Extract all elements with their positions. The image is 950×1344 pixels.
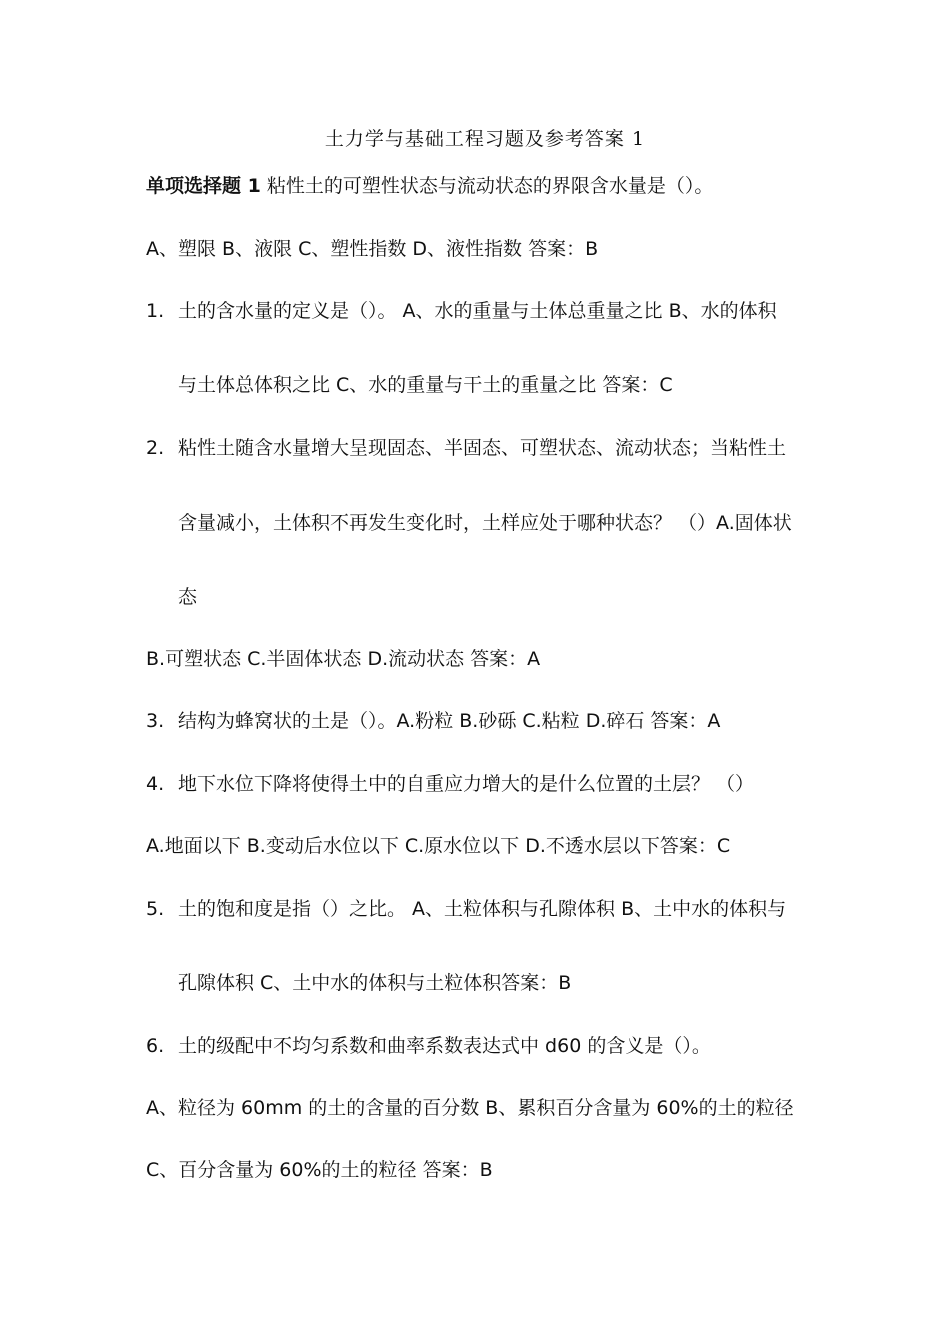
section-heading: 单项选择题 1 <box>146 175 261 197</box>
question-2-line-3: 态 <box>178 586 198 608</box>
question-5-number: 5. <box>146 898 165 920</box>
question-5-line-2: 孔隙体积 C、土中水的体积与土粒体积答案：B <box>178 972 572 994</box>
question-5-text: 土的饱和度是指（）之比。 A、土粒体积与孔隙体积 B、土中水的体积与 <box>178 898 787 920</box>
question-6-number: 6. <box>146 1035 165 1057</box>
question-0-stem-line <box>146 173 713 199</box>
question-5-line-1 <box>146 896 786 922</box>
document-title: 土力学与基础工程习题及参考答案 1 <box>324 128 646 150</box>
question-2-number: 2. <box>146 437 165 459</box>
question-1-line-1 <box>146 298 777 324</box>
question-6-line-2: A、粒径为 60mm 的土的含量的百分数 B、累积百分含量为 60%的土的粒径 <box>146 1097 794 1119</box>
question-6-text: 土的级配中不均匀系数和曲率系数表达式中 d60 的含义是（）。 <box>178 1035 711 1057</box>
question-3-number: 3. <box>146 710 165 732</box>
question-4-number: 4. <box>146 773 165 795</box>
question-3-line-1 <box>146 708 720 734</box>
question-0-options: A、塑限 B、液限 C、塑性指数 D、液性指数 答案：B <box>146 238 599 260</box>
question-2-line-2: 含量减小，土体积不再发生变化时，土样应处于哪种状态？ （）A.固体状 <box>178 512 792 534</box>
question-4-line-2: A.地面以下 B.变动后水位以下 C.原水位以下 D.不透水层以下答案：C <box>146 835 731 857</box>
question-3-text: 结构为蜂窝状的土是（）。A.粉粒 B.砂砾 C.粘粒 D.碎石 答案：A <box>178 710 721 732</box>
question-2-line-1 <box>146 435 786 461</box>
question-4-line-1 <box>146 771 754 797</box>
question-1-text: 土的含水量的定义是（）。 A、水的重量与土体总重量之比 B、水的体积 <box>178 300 777 322</box>
question-2-text: 粘性土随含水量增大呈现固态、半固态、可塑状态、流动状态；当粘性土 <box>178 437 787 459</box>
question-1-number: 1. <box>146 300 165 322</box>
question-0-stem: 粘性土的可塑性状态与流动状态的界限含水量是（）。 <box>260 175 714 197</box>
question-2-line-4: B.可塑状态 C.半固体状态 D.流动状态 答案：A <box>146 648 541 670</box>
question-1-line-2: 与土体总体积之比 C、水的重量与干土的重量之比 答案：C <box>178 374 673 396</box>
question-6-line-3: C、百分含量为 60%的土的粒径 答案：B <box>146 1159 493 1181</box>
question-6-line-1 <box>146 1033 711 1059</box>
question-4-text: 地下水位下降将使得土中的自重应力增大的是什么位置的土层？ （） <box>178 773 755 795</box>
